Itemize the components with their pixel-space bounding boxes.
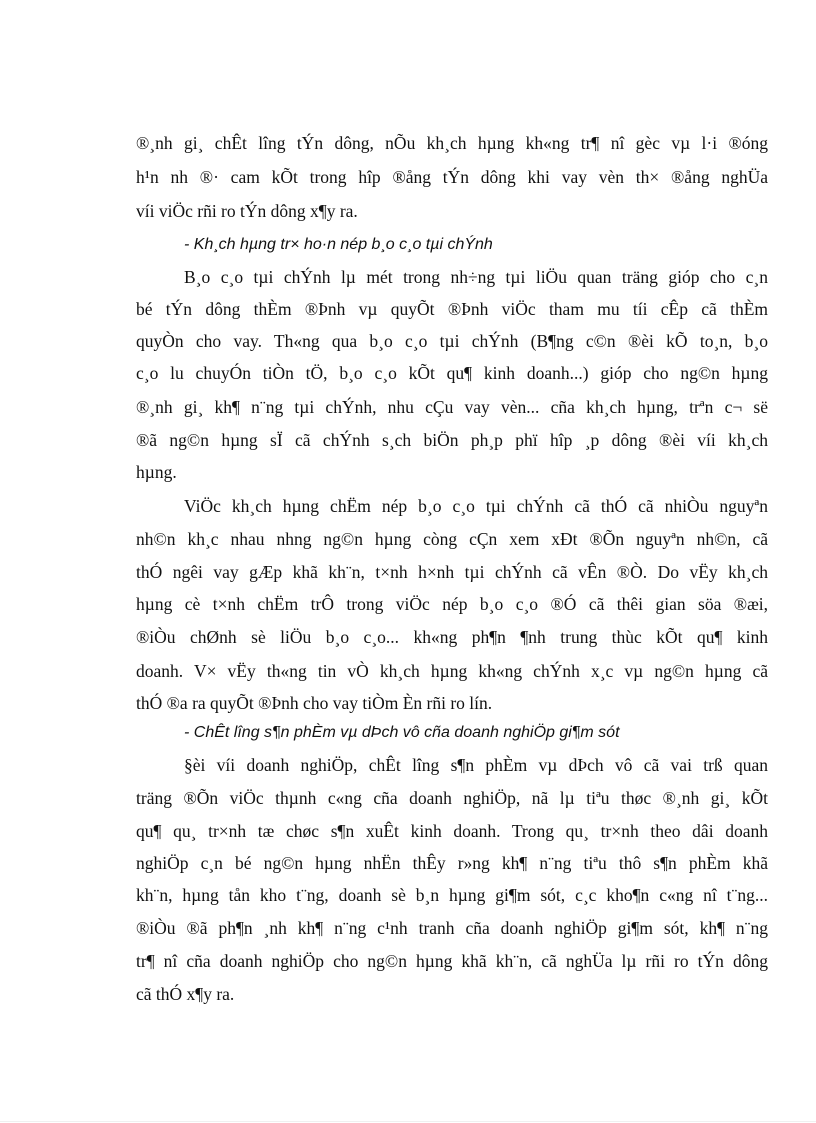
text-line: thÓ ®a ra quyÕt ®Þnh cho vay tiÒm Èn rñi ro lín.	[136, 693, 493, 713]
text-line: hµng.	[136, 462, 177, 482]
page-edge	[0, 1121, 816, 1122]
text-line: c¸o lu chuyÓn tiÒn tÖ, b¸o c¸o kÕt qu¶ kinh doanh...) gióp cho ng©n hµng	[136, 363, 768, 383]
text-line: §èi víi doanh nghiÖp, chÊt lîng s¶n phÈm vµ dÞch vô cã vai trß quan	[184, 755, 768, 775]
text-line: ®iÒu ®ã ph¶n ¸nh kh¶ n¨ng c¹nh tranh cña doanh nghiÖp gi¶m sót, kh¶ n¨ng	[136, 918, 768, 938]
text-line: thÓ ngêi vay gÆp khã kh¨n, t×nh h×nh tµi chÝnh cã vÊn ®Ò. Do vËy kh¸ch	[136, 562, 768, 582]
text-line: ®¸nh gi¸ chÊt lîng tÝn dông, nÕu kh¸ch hµng kh«ng tr¶ nî gèc vµ l·i ®óng	[136, 133, 768, 153]
text-line: bé tÝn dông thÈm ®Þnh vµ quyÕt ®Þnh viÖc tham mu tíi cÊp cã thÈm	[136, 299, 768, 319]
text-line: hµng cè t×nh chËm trÔ trong viÖc nép b¸o c¸o ®Ó cã thêi gian söa ®æi,	[136, 594, 768, 614]
text-line: ViÖc kh¸ch hµng chËm nép b¸o c¸o tµi chÝnh cã thÓ cã nhiÒu nguyªn	[184, 496, 768, 516]
text-line: kh¨n, hµng tån kho t¨ng, doanh sè b¸n hµng gi¶m sót, c¸c kho¶n c«ng nî t¨ng...	[136, 885, 768, 905]
text-line: ®iÒu chØnh sè liÖu b¸o c¸o... kh«ng ph¶n ¶nh trung thùc kÕt qu¶ kinh	[136, 627, 768, 647]
text-line: quyÒn cho vay. Th«ng qua b¸o c¸o tµi chÝnh (B¶ng c©n ®èi kÕ to¸n, b¸o	[136, 331, 768, 351]
text-line: cã thÓ x¶y ra.	[136, 984, 235, 1004]
section-heading: - Kh¸ch hµng tr× ho·n nép b¸o c¸o tµi chÝnh	[184, 236, 493, 253]
text-line: víi viÖc rñi ro tÝn dông x¶y ra.	[136, 201, 358, 221]
text-line: nh©n kh¸c nhau nhng ng©n hµng còng cÇn xem xÐt ®Õn nguyªn nh©n, cã	[136, 529, 768, 549]
text-line: nghiÖp c¸n bé ng©n hµng nhËn thÊy r»ng kh¶ n¨ng tiªu thô s¶n phÈm khã	[136, 853, 768, 873]
text-line: träng ®Õn viÖc thµnh c«ng cña doanh nghiÖp, nã lµ tiªu thøc ®¸nh gi¸ kÕt	[136, 788, 768, 808]
text-line: tr¶ nî cña doanh nghiÖp cho ng©n hµng khã kh¨n, cã nghÜa lµ rñi ro tÝn dông	[136, 951, 768, 971]
section-heading: - ChÊt lîng s¶n phÈm vµ dÞch vô cña doanh nghiÖp gi¶m sót	[184, 724, 620, 741]
text-line: doanh. V× vËy th«ng tin vÒ kh¸ch hµng kh«ng chÝnh x¸c vµ ng©n hµng cã	[136, 661, 768, 681]
text-line: h¹n nh ®· cam kÕt trong hîp ®ång tÝn dông khi vay vèn th× ®ång nghÜa	[136, 167, 768, 187]
text-line: B¸o c¸o tµi chÝnh lµ mét trong nh÷ng tµi liÖu quan träng gióp cho c¸n	[184, 267, 768, 287]
text-line: ®¸nh gi¸ kh¶ n¨ng tµi chÝnh, nhu cÇu vay vèn... cña kh¸ch hµng, trªn c¬ së	[136, 397, 768, 417]
text-line: ®ã ng©n hµng sÏ cã chÝnh s¸ch biÖn ph¸p phï hîp ¸p dông ®èi víi kh¸ch	[136, 430, 768, 450]
text-line: qu¶ qu¸ tr×nh tæ chøc s¶n xuÊt kinh doanh. Trong qu¸ tr×nh theo dâi doanh	[136, 821, 768, 841]
